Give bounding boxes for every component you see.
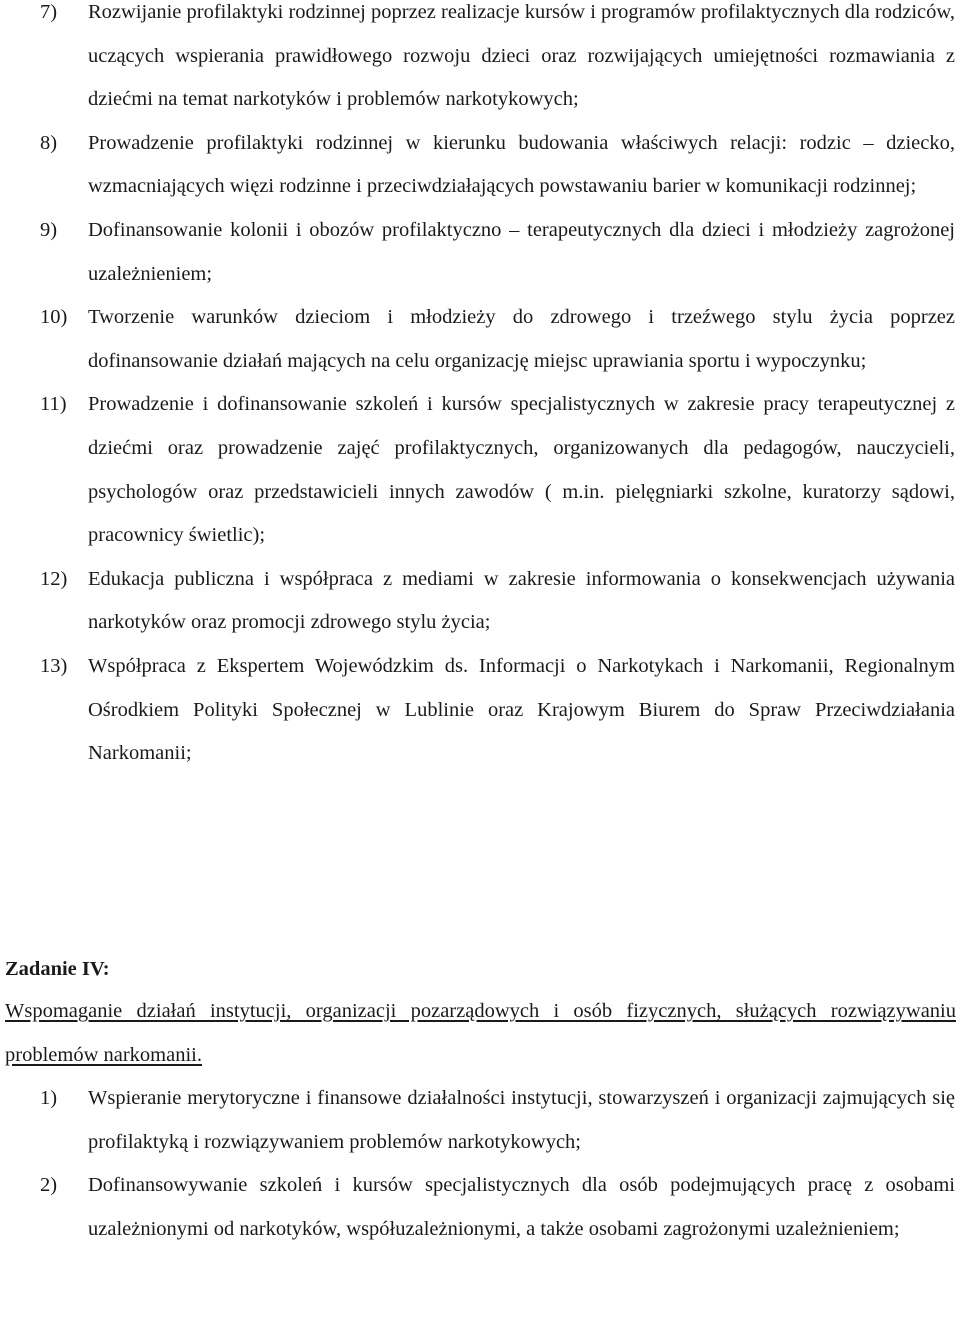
- list-item-number: 10): [40, 306, 68, 329]
- list-item: [0, 122, 955, 209]
- list-item-text: Prowadzenie profilaktyki rodzinnej w kierunku budowania właściwych relacji: rodzic – dziecko, wzmacniających więzi rodzinne i przeciwdziałających powstawaniu barier w komunikacji rodzinnej;: [88, 131, 955, 198]
- list-item-text: Wspieranie merytoryczne i finansowe działalności instytucji, stowarzyszeń i organizacji zajmujących się profilaktyką i rozwiązywaniem problemów narkotykowych;: [88, 1087, 955, 1153]
- list-item-text: Dofinansowanie kolonii i obozów profilaktyczno – terapeutycznych dla dzieci i młodzieży zagrożonej uzależnieniem;: [88, 218, 955, 285]
- list-item: [0, 383, 955, 557]
- task-list: [0, 1077, 960, 1251]
- list-item-number: 11): [40, 393, 67, 416]
- list-item-number: 8): [40, 131, 58, 154]
- list-item-text: Współpraca z Ekspertem Wojewódzkim ds. Informacji o Narkotykach i Narkomanii, Regionalnym Ośrodkiem Polityki Społecznej w Lublinie oraz Krajowym Biurem do Spraw Przeciwdziałania Narkomanii;: [88, 654, 955, 765]
- list-item-number: 12): [40, 567, 68, 590]
- list-item-number: 2): [40, 1174, 58, 1197]
- list-item: [0, 296, 955, 383]
- section-heading: Zadanie IV:: [5, 958, 110, 980]
- list-item: [0, 1077, 955, 1164]
- list-item: [0, 0, 955, 122]
- list-item: [0, 558, 955, 645]
- list-item-number: 9): [40, 218, 58, 241]
- list-item-text: Prowadzenie i dofinansowanie szkoleń i kursów specjalistycznych w zakresie pracy terapeutycznej z dziećmi oraz prowadzenie zajęć profilaktycznych, organizowanych dla pedagogów, nauczycieli, psychologów oraz przedstawicieli innych zawodów ( m.in. pielęgniarki szkolne, kuratorzy sądowi, pracownicy świetlic);: [88, 393, 955, 547]
- list-item-number: 7): [40, 1, 58, 23]
- list-item: [0, 645, 955, 776]
- list-item: [0, 209, 955, 296]
- list-item-text: Rozwijanie profilaktyki rodzinnej poprzez realizacje kursów i programów profilaktycznych dla rodziców, uczących wspierania prawidłowego rozwoju dzieci oraz rozwijających umiejętności rozmawiania z dziećmi na temat narkotyków i problemów narkotykowych;: [88, 1, 955, 111]
- section-subheading: Wspomaganie działań instytucji, organizacji pozarządowych i osób fizycznych, służących rozwiązywaniu problemów narkomanii.: [5, 1000, 956, 1066]
- list-item-text: Dofinansowywanie szkoleń i kursów specjalistycznych dla osób podejmujących pracę z osobami uzależnionymi od narkotyków, współuzależnionymi, a także osobami zagrożonymi uzależnieniem;: [88, 1174, 955, 1240]
- list-item-text: Tworzenie warunków dzieciom i młodzieży do zdrowego i trzeźwego stylu życia poprzez dofinansowanie działań mających na celu organizację miejsc uprawiania sportu i wypoczynku;: [88, 306, 955, 372]
- list-item-number: 13): [40, 654, 68, 677]
- list-item: [0, 1164, 955, 1251]
- list-item-text: Edukacja publiczna i współpraca z mediami w zakresie informowania o konsekwencjach używania narkotyków oraz promocji zdrowego stylu życia;: [88, 567, 955, 634]
- list-item-number: 1): [40, 1087, 58, 1109]
